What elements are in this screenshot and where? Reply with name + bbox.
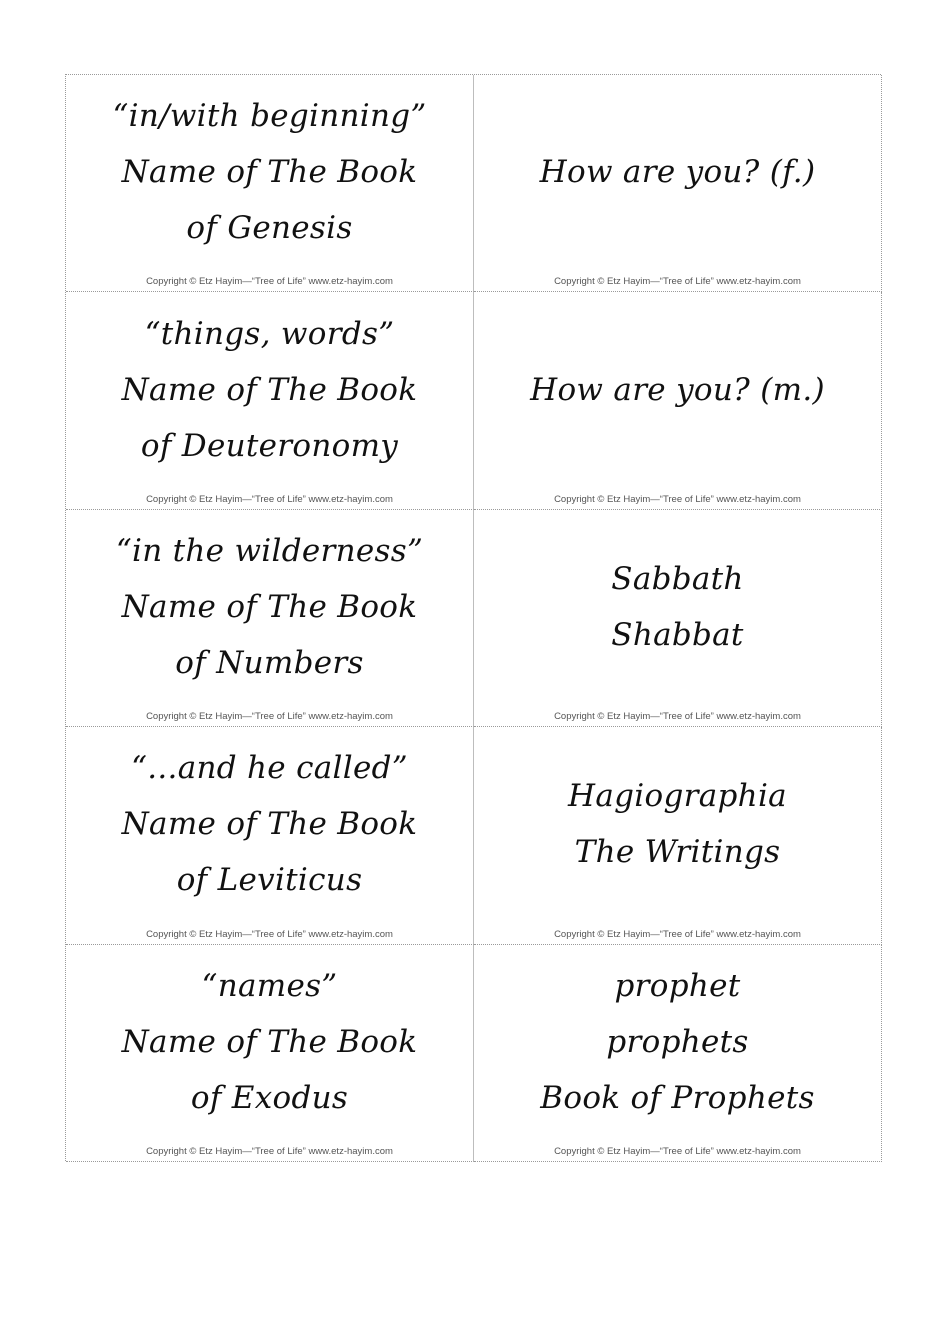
copyright-notice: Copyright © Etz Hayim—“Tree of Life” www.etz-hayim.com (554, 276, 801, 288)
flashcard-prophets (474, 945, 882, 1162)
flashcard-deuteronomy (66, 292, 474, 509)
card-text-line: of Exodus (190, 1079, 349, 1116)
copyright-notice: Copyright © Etz Hayim—“Tree of Life” www.etz-hayim.com (146, 928, 393, 940)
copyright-notice: Copyright © Etz Hayim—“Tree of Life” www.etz-hayim.com (554, 928, 801, 940)
copyright-notice: Copyright © Etz Hayim—“Tree of Life” www.etz-hayim.com (146, 1145, 393, 1157)
card-text-line: “names” (201, 967, 338, 1004)
copyright-notice: Copyright © Etz Hayim—“Tree of Life” www.etz-hayim.com (554, 1145, 801, 1157)
card-text-line: Sabbath (611, 560, 744, 597)
card-text-line: Name of The Book (121, 371, 418, 408)
card-text-line: How are you? (f.) (539, 154, 816, 191)
card-text-line: prophet (614, 967, 741, 1004)
flashcard-sheet (65, 74, 881, 1161)
card-text-line: Name of The Book (121, 1023, 418, 1060)
card-text-line: “in/with beginning” (112, 98, 427, 135)
card-text-line: Name of The Book (121, 588, 418, 625)
card-text-line: prophets (606, 1023, 749, 1060)
card-text-line: Name of The Book (121, 806, 418, 843)
flashcard-leviticus (66, 727, 474, 944)
card-text-line: The Writings (574, 834, 781, 871)
copyright-notice: Copyright © Etz Hayim—“Tree of Life” www.etz-hayim.com (554, 711, 801, 723)
flashcard-exodus (66, 945, 474, 1162)
card-text-line: of Deuteronomy (140, 427, 399, 464)
card-text-line: “...and he called” (131, 750, 408, 787)
copyright-notice: Copyright © Etz Hayim—“Tree of Life” www.etz-hayim.com (554, 493, 801, 505)
card-text-line: of Leviticus (176, 862, 363, 899)
flashcard-how-are-you-m (474, 292, 882, 509)
card-text-line: of Genesis (186, 210, 353, 247)
card-text-line: How are you? (m.) (530, 371, 825, 408)
card-text-line: of Numbers (175, 644, 364, 681)
card-text-line: Hagiographia (568, 778, 787, 815)
flashcard-writings (474, 727, 882, 944)
card-text-line: Shabbat (611, 616, 744, 653)
copyright-notice: Copyright © Etz Hayim—“Tree of Life” www.etz-hayim.com (146, 711, 393, 723)
copyright-notice: Copyright © Etz Hayim—“Tree of Life” www.etz-hayim.com (146, 276, 393, 288)
flashcard-sabbath (474, 510, 882, 727)
card-text-line: Book of Prophets (540, 1079, 815, 1116)
card-text-line: Name of The Book (121, 154, 418, 191)
card-text-line: “in the wilderness” (115, 532, 424, 569)
flashcard-genesis (66, 75, 474, 292)
flashcard-numbers (66, 510, 474, 727)
flashcard-how-are-you-f (474, 75, 882, 292)
copyright-notice: Copyright © Etz Hayim—“Tree of Life” www.etz-hayim.com (146, 493, 393, 505)
card-text-line: “things, words” (144, 315, 395, 352)
